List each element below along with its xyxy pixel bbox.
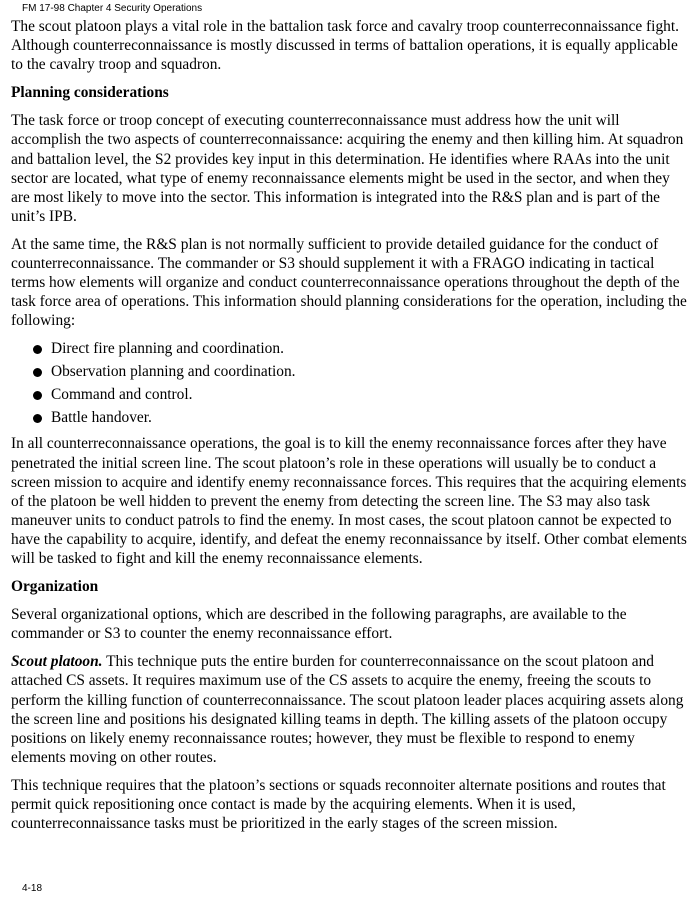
- page-number: 4-18: [22, 883, 43, 894]
- bullet-icon: [33, 414, 42, 423]
- list-item-text: Observation planning and coordination.: [51, 363, 296, 381]
- organization-paragraph-1: Several organizational options, which are described in the following paragraphs, are available to the commander or S3 to counter the enemy reconnaissance effort.: [11, 606, 627, 643]
- organization-paragraph-3: This technique requires that the platoon’s sections or squads reconnoiter alternate positions and routes that permit quick repositioning once contact is made by the acquiring elements. When it is used, counterreconnaissance tasks must be prioritized in the early stages of the screen mission.: [11, 776, 666, 833]
- list-item-text: Direct fire planning and coordination.: [51, 340, 284, 358]
- scout-platoon-text: This technique puts the entire burden for counterreconnaissance on the scout platoon and attached CS assets. It requires maximum use of the CS assets to acquire the enemy, freeing the scouts to perform the killing function of counterreconnaissance. The scout platoon leader places acquiring assets along the screen line and positions his designated killing teams in depth. The killing assets of the platoon occupy positions on likely enemy reconnaissance routes; however, they must be flexible to respond to enemy elements moving on other routes.: [11, 653, 684, 766]
- list-item: [11, 362, 691, 381]
- bullet-icon: [33, 368, 42, 377]
- planning-bullet-list: [11, 339, 691, 427]
- organization-heading: Organization: [11, 578, 99, 596]
- list-item: [11, 385, 691, 404]
- bullet-icon: [33, 391, 42, 400]
- list-item: [11, 408, 691, 427]
- scout-platoon-run-in-heading: Scout platoon.: [11, 653, 103, 671]
- planning-paragraph-1: The task force or troop concept of executing counterreconnaissance must address how the unit will accomplish the two aspects of counterreconnaissance: acquiring the enemy and then killing him. At squadron and battalion level, the S2 provides key input in this determination. He identifies where RAAs into the unit sector are located, what type of enemy reconnaissance elements might be used in the sector, and when they are most likely to move into the sector. This information is integrated into the R&S plan and is part of the unit’s IPB.: [11, 112, 684, 225]
- planning-paragraph-3: In all counterreconnaissance operations, the goal is to kill the enemy reconnaissance forces after they have penetrated the initial screen line. The scout platoon’s role in these operations will usually be to conduct a screen mission to acquire and identify enemy reconnaissance forces. This requires that the acquiring elements of the platoon be well hidden to prevent the enemy from detecting the screen line. The S3 may also task maneuver units to conduct patrols to find the enemy. In most cases, the scout platoon cannot be expected to have the capability to acquire, identify, and defeat the enemy reconnaissance by itself. Other combat elements will be tasked to fight and kill the enemy reconnaissance elements.: [11, 435, 687, 567]
- bullet-icon: [33, 345, 42, 354]
- document-body: [11, 17, 691, 842]
- list-item-text: Battle handover.: [51, 409, 152, 427]
- list-item: [11, 339, 691, 358]
- planning-paragraph-2: At the same time, the R&S plan is not normally sufficient to provide detailed guidance for the conduct of counterreconnaissance. The commander or S3 should supplement it with a FRAGO indicating in tactical terms how elements will organize and conduct counterreconnaissance operations throughout the depth of the task force area of operations. This information should planning considerations for the operation, including the following:: [11, 235, 687, 330]
- running-header: FM 17-98 Chapter 4 Security Operations: [22, 3, 203, 14]
- planning-considerations-heading: Planning considerations: [11, 84, 169, 102]
- list-item-text: Command and control.: [51, 386, 193, 404]
- intro-paragraph: The scout platoon plays a vital role in the battalion task force and cavalry troop counterreconnaissance fight. Although counterreconnaissance is mostly discussed in terms of battalion operations, it is equally applicable to the cavalry troop and squadron.: [11, 18, 679, 74]
- scout-platoon-paragraph: [11, 652, 691, 767]
